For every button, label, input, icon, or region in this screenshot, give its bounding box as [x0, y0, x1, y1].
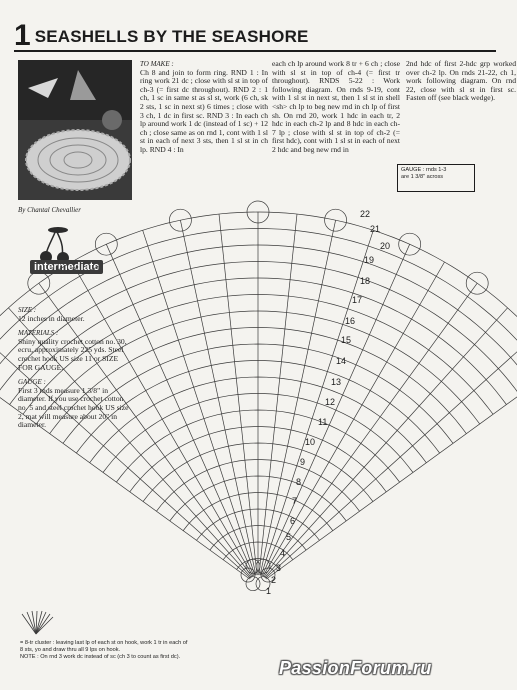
round-label-10: 10 [305, 437, 316, 447]
round-label-6: 6 [290, 516, 296, 526]
round-label-4: 4 [280, 548, 286, 558]
chart-stitch [180, 220, 256, 575]
round-label-11: 11 [318, 417, 328, 427]
round-label-19: 19 [364, 255, 375, 265]
chart-stitch [263, 262, 445, 576]
cluster-definition: = 8-tr cluster : leaving last lp of each st on hook, work 1 tr in each of 8 sts, yo and draw thru all 9 lps on hook. [20, 640, 188, 653]
round-label-5: 5 [286, 532, 292, 542]
cluster-note [20, 640, 190, 661]
round-label-13: 13 [331, 377, 342, 387]
round-label-20: 20 [380, 241, 391, 251]
chart-stitch [261, 230, 373, 575]
chart-stitch [0, 229, 517, 376]
size-text: 12 inches in diameter. [18, 313, 85, 323]
materials-label: MATERIALS : [18, 329, 59, 338]
round-label-2: 2 [271, 575, 277, 585]
rnd3-note: NOTE : On rnd 3 work dc instead of sc (ch 3 to count as first dc). [20, 654, 181, 660]
round-label-8: 8 [296, 477, 302, 487]
round-label-17: 17 [352, 295, 363, 305]
chart-stitch [262, 244, 410, 576]
chart-stitch [219, 214, 257, 575]
chart-stitch [246, 577, 260, 591]
round-label-22: 22 [360, 209, 371, 219]
chart-stitch-lines [0, 201, 517, 591]
round-label-3: 3 [276, 563, 282, 573]
chart-stitch [106, 244, 254, 576]
chart-stitch [8, 308, 251, 578]
pattern-number: 1 [14, 19, 31, 52]
round-label-7: 7 [292, 496, 298, 506]
chart-stitch [39, 283, 252, 577]
instructions-text-3: 2nd hdc of first 2-hdc grp worked over ch-2 lp. On rnds 21-22, ch 1, work following diagram. On rnd 22, close with sl st in first sc. Fasten off (see black wedge). [406, 59, 516, 103]
gauge-box-line-1: GAUGE : rnds 1-3 [401, 167, 447, 173]
gauge-label: GAUGE : [18, 378, 46, 387]
round-label-18: 18 [360, 276, 371, 286]
site-watermark: PassionForum.ru [279, 658, 432, 678]
designer-credit: By Chantal Chevallier [18, 206, 81, 214]
chart-stitch [265, 308, 508, 578]
instructions-text-1: Ch 8 and join to form ring. RND 1 : In ring work 21 dc ; close with sl st in top of ch-3 (= first dc throughout). RND 2 : 1 ch, 1 sc in same st as sl st, work (6 ch, sk 2 sts, 1 sc in next st) 6 times ; close with 3 ch, 1 dc in first sc. RND 3 : In each ch lp around work 1 dc (instead of 1 sc) + 12 ch ; close same as on rnd 1, cont with 1 sl st in each of next 3 sts, then 1 sl st in ch lp. RND 4 : In [140, 67, 268, 154]
to-make-label: TO MAKE : [140, 60, 174, 68]
round-label-21: 21 [370, 224, 381, 234]
gauge-box-line-2: are 1 3/8" across [401, 174, 444, 180]
round-label-1: 1 [266, 586, 272, 596]
pattern-title: SEASHELLS BY THE SEASHORE [34, 27, 309, 46]
chart-stitch [0, 262, 517, 395]
round-label-16: 16 [345, 316, 356, 326]
round-number-labels [266, 209, 390, 596]
chart-stitch [72, 262, 254, 576]
cluster-legend-icon [22, 611, 53, 634]
round-label-15: 15 [341, 335, 352, 345]
round-label-9: 9 [300, 457, 306, 467]
chart-stitch [143, 230, 255, 575]
chart-stitch [264, 283, 477, 577]
round-label-12: 12 [325, 397, 336, 407]
instructions-text-2: each ch lp around work 8 tr + 6 ch ; close with sl st in top of ch-4 (= first tr throughout). RNDS 5-22 : Work following diagram. On rnds 9-19, cont with 1 sl st in next st, then 1 sl st in shell <sh> ch lp to beg new rnd in ch lp of first sh. On rnd 20, work 1 hdc in each tr, 2 hdc in each ch-2 lp and 8 hdc in each ch-7 lp ; close with sl st in top of ch-2 (= first hdc), cont with 1 sl st in each of next 2 hdc and beg new rnd in [272, 59, 400, 154]
chart-stitch [0, 212, 517, 366]
gauge-text: First 3 rnds measure 1 3/8" in diameter. If you use crochet cotton no. 5 and steel crochet hook US size 2, mat will measure about 20" in diameter. [18, 385, 129, 430]
chart-stitch [0, 245, 517, 385]
round-label-14: 14 [336, 356, 347, 366]
size-label: SIZE : [18, 306, 37, 314]
chart-stitch [241, 568, 255, 582]
skill-level-label: intermediate [30, 260, 103, 274]
materials-text: Shiny quality crochet cotton no. 30, ecru, approximately 225 yds. Steel crochet hook US size 11 or SIZE FOR GAUGE. [18, 336, 127, 372]
